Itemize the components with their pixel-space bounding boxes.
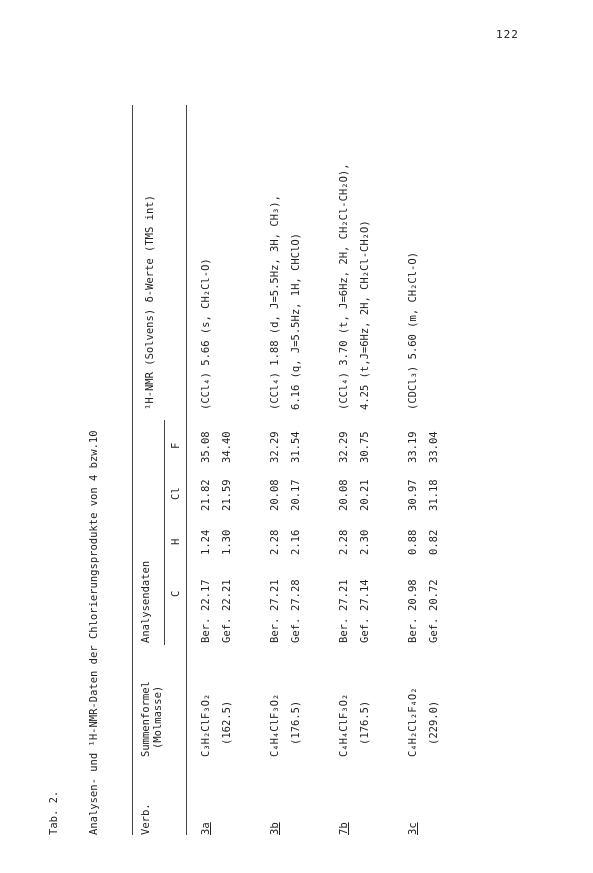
gef-label: Gef. xyxy=(428,617,440,643)
compound-number: 7b xyxy=(338,822,350,835)
gef-h: 0.82 xyxy=(428,529,440,555)
gef-c: 27.28 xyxy=(290,579,302,611)
header-cl: Cl xyxy=(170,487,182,500)
table-caption: Analysen- und ¹H-NMR-Daten der Chlorierungsprodukte von 4 bzw.10 xyxy=(88,430,100,835)
gef-label: Gef. xyxy=(290,617,302,643)
gef-label: Gef. xyxy=(359,617,371,643)
nmr-line-1: (CCl₄) 3.70 (t, J=6Hz, 2H, CH₂Cl-CH₂O), xyxy=(338,163,350,410)
gef-f: 33.04 xyxy=(428,431,440,463)
ber-cl: 30.97 xyxy=(407,479,419,511)
formula: C₃H₂ClF₃O₂ xyxy=(200,693,212,757)
gef-cl: 31.18 xyxy=(428,479,440,511)
formula: C₄H₄ClF₃O₂ xyxy=(338,693,350,757)
ber-h: 2.28 xyxy=(269,529,281,555)
ber-label: Ber. xyxy=(269,617,281,643)
gef-c: 22.21 xyxy=(221,579,233,611)
compound-number: 3c xyxy=(407,822,419,835)
header-f: F xyxy=(170,442,182,449)
molmasse: (229.0) xyxy=(428,700,440,745)
header-h: H xyxy=(170,538,182,545)
header-verb: Verb. xyxy=(140,803,152,835)
header-rule xyxy=(186,105,187,835)
gef-cl: 21.59 xyxy=(221,479,233,511)
header-nmr: ¹H-NMR (Solvens) δ-Werte (TMS int) xyxy=(144,195,156,410)
gef-label: Gef. xyxy=(221,617,233,643)
ber-c: 22.17 xyxy=(200,579,212,611)
ber-label: Ber. xyxy=(338,617,350,643)
top-rule xyxy=(132,105,133,835)
ber-h: 1.24 xyxy=(200,529,212,555)
nmr-line-2: 6.16 (q, J=5.5Hz, 1H, CHClO) xyxy=(290,232,302,410)
gef-f: 31.54 xyxy=(290,431,302,463)
nmr-line-2: 4.25 (t,J=6Hz, 2H, CH₂Cl-CH₂O) xyxy=(359,220,371,410)
gef-h: 1.30 xyxy=(221,529,233,555)
gef-f: 34.40 xyxy=(221,431,233,463)
ber-h: 0.88 xyxy=(407,529,419,555)
ber-f: 32.29 xyxy=(338,431,350,463)
ber-c: 20.98 xyxy=(407,579,419,611)
compound-number: 3a xyxy=(200,822,212,835)
molmasse: (176.5) xyxy=(290,700,302,745)
header-molmasse: (Molmasse) xyxy=(152,685,164,749)
gef-h: 2.30 xyxy=(359,529,371,555)
ber-f: 35.08 xyxy=(200,431,212,463)
formula: C₄H₄ClF₃O₂ xyxy=(269,693,281,757)
gef-c: 20.72 xyxy=(428,579,440,611)
ber-cl: 21.82 xyxy=(200,479,212,511)
molmasse: (176.5) xyxy=(359,700,371,745)
gef-cl: 20.21 xyxy=(359,479,371,511)
analysendaten-rule xyxy=(164,420,165,645)
formula: C₄H₂Cl₂F₄O₂ xyxy=(407,687,419,757)
nmr-line-1: (CDCl₃) 5.60 (m, CH₂Cl-O) xyxy=(407,251,419,410)
nmr-line-1: (CCl₄) 1.88 (d, J=5.5Hz, 3H, CH₃), xyxy=(269,195,281,410)
ber-cl: 20.08 xyxy=(338,479,350,511)
ber-f: 33.19 xyxy=(407,431,419,463)
ber-cl: 20.08 xyxy=(269,479,281,511)
gef-c: 27.14 xyxy=(359,579,371,611)
compound-number: 3b xyxy=(269,822,281,835)
ber-c: 27.21 xyxy=(269,579,281,611)
molmasse: (162.5) xyxy=(221,700,233,745)
ber-label: Ber. xyxy=(200,617,212,643)
nmr-line-1: (CCl₄) 5.66 (s, CH₂Cl-O) xyxy=(200,258,212,410)
table-label: Tab. 2. xyxy=(48,790,60,835)
ber-label: Ber. xyxy=(407,617,419,643)
ber-f: 32.29 xyxy=(269,431,281,463)
page-number: 122 xyxy=(496,28,519,41)
header-summenformel: Summenformel xyxy=(140,681,152,757)
header-c: C xyxy=(170,590,182,597)
header-analysendaten: Analysendaten xyxy=(140,560,152,643)
gef-cl: 20.17 xyxy=(290,479,302,511)
ber-h: 2.28 xyxy=(338,529,350,555)
gef-h: 2.16 xyxy=(290,529,302,555)
ber-c: 27.21 xyxy=(338,579,350,611)
rotated-table-page xyxy=(40,95,520,835)
gef-f: 30.75 xyxy=(359,431,371,463)
